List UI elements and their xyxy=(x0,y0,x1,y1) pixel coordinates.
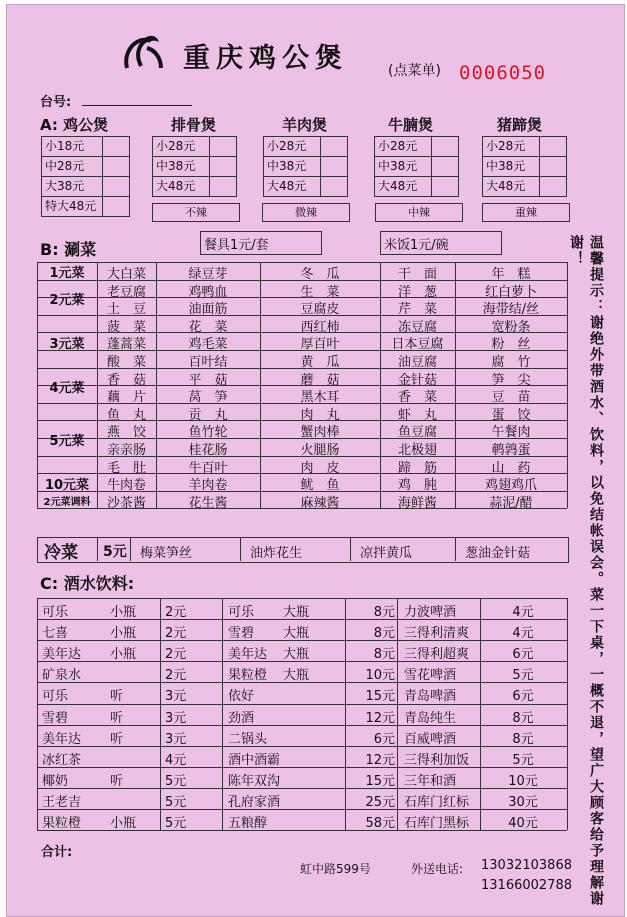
spice-level-option[interactable]: 不辣 xyxy=(152,203,240,222)
vegetable-item[interactable]: 笋 尖 xyxy=(491,373,531,388)
vegetable-item[interactable]: 肉 丸 xyxy=(300,408,340,423)
total-label: 合计: xyxy=(41,845,73,860)
vegetable-item[interactable]: 酸 菜 xyxy=(106,355,146,370)
drink-name[interactable]: 可乐 xyxy=(228,605,255,620)
drink-price: 2元 xyxy=(165,626,187,641)
vegetable-item[interactable]: 莴 笋 xyxy=(188,390,228,405)
tick-box[interactable] xyxy=(431,156,459,177)
vegetable-item[interactable]: 金针菇 xyxy=(397,373,437,388)
grid-line xyxy=(567,598,568,830)
vegetable-item[interactable]: 蘑 菇 xyxy=(300,373,340,388)
grid-line xyxy=(37,598,567,599)
vegetable-item[interactable]: 红白萝卜 xyxy=(484,285,537,300)
drink-name[interactable]: 可乐 xyxy=(42,605,69,620)
size-option[interactable]: 小28元 xyxy=(482,136,540,157)
drink-name[interactable]: 劲酒 xyxy=(228,711,255,726)
drink-name[interactable]: 酒中酒霸 xyxy=(228,753,281,768)
vegetable-item[interactable]: 蓬蒿菜 xyxy=(106,337,146,352)
vegetable-item[interactable]: 鸡翅鸡爪 xyxy=(484,478,537,493)
drink-price: 2元 xyxy=(165,605,187,620)
vegetable-item[interactable]: 粉 丝 xyxy=(491,337,531,352)
tableware-label: 餐具1元/套 xyxy=(204,238,269,253)
size-option[interactable]: 小28元 xyxy=(263,136,321,157)
vegetable-item[interactable]: 鱼 丸 xyxy=(106,408,146,423)
drink-price: 40元 xyxy=(508,816,538,831)
drink-name[interactable]: 椰奶 xyxy=(42,774,69,789)
vegetable-item[interactable]: 绿豆芽 xyxy=(188,267,228,282)
drink-size: 大瓶 xyxy=(283,605,310,620)
size-option[interactable]: 中28元 xyxy=(41,156,103,177)
tick-box[interactable] xyxy=(102,156,130,177)
grid-line xyxy=(350,537,351,561)
vegetable-item[interactable]: 蟹肉棒 xyxy=(300,425,340,440)
drink-price: 6元 xyxy=(512,689,534,704)
drink-price: 4元 xyxy=(512,605,534,620)
price-group-label: 10元菜 xyxy=(44,478,90,493)
tick-box[interactable] xyxy=(431,136,459,157)
spice-level-option[interactable]: 中辣 xyxy=(375,203,463,222)
vegetable-item[interactable]: 贡 丸 xyxy=(188,408,228,423)
drink-name[interactable]: 美年达 xyxy=(42,732,82,747)
logo-icon xyxy=(121,34,167,70)
drink-name[interactable]: 果粒橙 xyxy=(228,668,268,683)
drink-price: 30元 xyxy=(508,795,538,810)
drink-name[interactable]: 力波啤酒 xyxy=(404,605,457,620)
grid-line xyxy=(160,598,161,830)
section-b-title: B: 涮菜 xyxy=(40,240,97,259)
side-notice: 温馨提示：谢绝外带酒水、饮料，以免结帐误会。菜一下桌，一概不退，望广大顾客给予理解谢谢！ xyxy=(568,235,604,907)
price-group-label: 4元菜 xyxy=(49,381,85,396)
vegetable-item[interactable]: 芹 菜 xyxy=(397,302,437,317)
phone-number: 13032103868 xyxy=(481,858,572,873)
cold-dish-label: 冷菜 xyxy=(44,543,78,563)
section-a-title: A: 鸡公煲 xyxy=(40,116,109,134)
vegetable-item[interactable]: 蹄 筋 xyxy=(397,461,437,476)
size-option[interactable]: 中38元 xyxy=(152,156,210,177)
restaurant-title: 重庆鸡公煲 xyxy=(183,43,348,74)
tick-box[interactable] xyxy=(320,176,348,197)
vegetable-item[interactable]: 麻辣酱 xyxy=(300,496,340,511)
drink-name[interactable]: 陈年双沟 xyxy=(228,774,281,789)
vegetable-item[interactable]: 桂花肠 xyxy=(188,443,228,458)
drink-price: 2元 xyxy=(165,668,187,683)
vegetable-item[interactable]: 鱼竹轮 xyxy=(188,425,228,440)
drink-price: 8元 xyxy=(512,732,534,747)
drink-name[interactable]: 青岛啤酒 xyxy=(404,689,457,704)
drink-price: 4元 xyxy=(165,753,187,768)
grid-line xyxy=(240,537,241,561)
vegetable-item[interactable]: 日本豆腐 xyxy=(391,337,444,352)
vegetable-item[interactable]: 蒜泥/醋 xyxy=(489,496,533,511)
drink-name[interactable]: 王老吉 xyxy=(42,795,82,810)
vegetable-item[interactable]: 大白菜 xyxy=(106,267,146,282)
vegetable-item[interactable]: 黑木耳 xyxy=(300,390,340,405)
drink-price: 12元 xyxy=(365,711,395,726)
price-group-label: 3元菜 xyxy=(49,337,85,352)
drink-size: 小瓶 xyxy=(110,647,137,662)
drink-price: 5元 xyxy=(165,774,187,789)
vegetable-item[interactable]: 冻豆腐 xyxy=(397,320,437,335)
spice-level-option[interactable]: 重辣 xyxy=(482,203,570,222)
cold-dish-item[interactable]: 葱油金针菇 xyxy=(465,546,531,561)
vegetable-item[interactable]: 虾 丸 xyxy=(397,408,437,423)
drink-size: 小瓶 xyxy=(110,816,137,831)
tick-box[interactable] xyxy=(320,156,348,177)
price-group-label: 2元菜调料 xyxy=(43,497,91,508)
drink-price: 2元 xyxy=(165,647,187,662)
tick-box[interactable] xyxy=(431,176,459,197)
tick-box[interactable] xyxy=(102,196,130,217)
vegetable-item[interactable]: 藕 片 xyxy=(106,390,146,405)
cold-dish-item[interactable]: 梅菜笋丝 xyxy=(140,546,193,561)
grid-line xyxy=(37,704,567,705)
drink-price: 10元 xyxy=(365,668,395,683)
vegetable-item[interactable]: 燕 饺 xyxy=(106,425,146,440)
cold-dish-price: 5元 xyxy=(103,544,127,560)
price-group-label: 1元菜 xyxy=(49,266,85,281)
drink-name[interactable]: 三年和酒 xyxy=(404,774,457,789)
pot-name: 猪蹄煲 xyxy=(497,116,543,134)
vegetable-item[interactable]: 香 菇 xyxy=(106,373,146,388)
vegetable-item[interactable]: 冬 瓜 xyxy=(300,267,340,282)
tick-box[interactable] xyxy=(539,156,567,177)
size-option[interactable]: 大48元 xyxy=(263,176,321,197)
vegetable-item[interactable]: 午餐肉 xyxy=(491,425,531,440)
pot-name: 羊肉煲 xyxy=(282,116,328,134)
drink-size: 大瓶 xyxy=(283,626,310,641)
drink-size: 听 xyxy=(110,774,124,789)
drink-name[interactable]: 二锅头 xyxy=(228,732,268,747)
rice-label: 米饭1元/碗 xyxy=(384,238,449,253)
vegetable-item[interactable]: 油面筋 xyxy=(188,302,228,317)
vegetable-item[interactable]: 干 面 xyxy=(397,267,437,282)
grid-line xyxy=(37,598,38,830)
grid-line xyxy=(345,598,346,830)
phone-number: 13166002788 xyxy=(481,878,572,893)
vegetable-item[interactable]: 油豆腐 xyxy=(397,355,437,370)
vegetable-item[interactable]: 生 菜 xyxy=(300,285,340,300)
tick-box[interactable] xyxy=(539,136,567,157)
drink-size: 小瓶 xyxy=(110,626,137,641)
drink-price: 3元 xyxy=(165,711,187,726)
vegetable-item[interactable]: 西红柿 xyxy=(300,320,340,335)
vegetable-item[interactable]: 海鲜酱 xyxy=(397,496,437,511)
drink-name[interactable]: 三得利加饭 xyxy=(404,753,470,768)
section-c-title: C: 酒水饮料: xyxy=(40,574,135,593)
tick-box[interactable] xyxy=(209,156,237,177)
drink-name[interactable]: 石库门黑标 xyxy=(404,816,470,831)
drink-name[interactable]: 青岛纯生 xyxy=(404,711,457,726)
drink-name[interactable]: 百威啤酒 xyxy=(404,732,457,747)
grid-line xyxy=(397,598,398,830)
drink-price: 5元 xyxy=(165,816,187,831)
tick-box[interactable] xyxy=(209,136,237,157)
vegetable-item[interactable]: 鱼豆腐 xyxy=(397,425,437,440)
tick-box[interactable] xyxy=(102,136,130,157)
vegetable-item[interactable]: 毛 肚 xyxy=(106,461,146,476)
drink-name[interactable]: 美年达 xyxy=(42,647,82,662)
drink-name[interactable]: 三得利清爽 xyxy=(404,626,470,641)
drink-price: 12元 xyxy=(365,753,395,768)
drink-name[interactable]: 雪花啤酒 xyxy=(404,668,457,683)
pot-name: 排骨煲 xyxy=(171,116,217,134)
drink-price: 4元 xyxy=(512,626,534,641)
delivery-label: 外送电话: xyxy=(411,862,464,876)
drink-price: 5元 xyxy=(165,795,187,810)
tick-box[interactable] xyxy=(209,176,237,197)
vegetable-item[interactable]: 鸡 肫 xyxy=(397,478,437,493)
drink-size: 小瓶 xyxy=(110,605,137,620)
vegetable-item[interactable]: 黄 瓜 xyxy=(300,355,340,370)
size-option[interactable]: 大48元 xyxy=(374,176,432,197)
vegetable-item[interactable]: 北极翅 xyxy=(397,443,437,458)
size-option[interactable]: 中38元 xyxy=(374,156,432,177)
vegetable-item[interactable]: 火腿肠 xyxy=(300,443,340,458)
serial-number: 0006050 xyxy=(459,62,547,84)
size-option[interactable]: 小28元 xyxy=(152,136,210,157)
drink-price: 5元 xyxy=(512,668,534,683)
vegetable-item[interactable]: 牛百叶 xyxy=(188,461,228,476)
vegetable-item[interactable]: 洋 葱 xyxy=(397,285,437,300)
drink-price: 8元 xyxy=(512,711,534,726)
address: 虹中路599号 xyxy=(300,862,371,876)
drink-name[interactable]: 七喜 xyxy=(42,626,69,641)
vegetable-item[interactable]: 沙茶酱 xyxy=(106,496,146,511)
vegetable-item[interactable]: 年 糕 xyxy=(491,267,531,282)
vegetable-item[interactable]: 平 菇 xyxy=(188,373,228,388)
vegetable-item[interactable]: 鸡鸭血 xyxy=(188,285,228,300)
vegetable-item[interactable]: 菠 菜 xyxy=(106,320,146,335)
drink-name[interactable]: 果粒橙 xyxy=(42,816,82,831)
size-option[interactable]: 大38元 xyxy=(41,176,103,197)
tick-box[interactable] xyxy=(102,176,130,197)
table-number-label: 台号: xyxy=(40,95,72,110)
vegetable-item[interactable]: 羊肉卷 xyxy=(188,478,228,493)
drink-size: 听 xyxy=(110,689,124,704)
order-sheet-label: (点菜单) xyxy=(388,63,441,79)
size-option[interactable]: 大48元 xyxy=(152,176,210,197)
vegetable-item[interactable]: 牛肉卷 xyxy=(106,478,146,493)
vegetable-item[interactable]: 香 菜 xyxy=(397,390,437,405)
size-option[interactable]: 中38元 xyxy=(263,156,321,177)
vegetable-item[interactable]: 厚百叶 xyxy=(300,337,340,352)
grid-line xyxy=(567,262,568,508)
tick-box[interactable] xyxy=(539,176,567,197)
vegetable-item[interactable]: 山 药 xyxy=(491,461,531,476)
size-option[interactable]: 小28元 xyxy=(374,136,432,157)
vegetable-item[interactable]: 鸡毛菜 xyxy=(188,337,228,352)
vegetable-item[interactable]: 老豆腐 xyxy=(106,285,146,300)
tick-box[interactable] xyxy=(320,136,348,157)
vegetable-item[interactable]: 豆腐皮 xyxy=(300,302,340,317)
grid-line xyxy=(455,537,456,561)
drink-name[interactable]: 矿泉水 xyxy=(42,668,82,683)
drink-price: 6元 xyxy=(512,647,534,662)
vegetable-item[interactable]: 百叶结 xyxy=(188,355,228,370)
vegetable-item[interactable]: 鹌鹑蛋 xyxy=(491,443,531,458)
price-group-label: 5元菜 xyxy=(49,434,85,449)
vegetable-item[interactable]: 豆 苗 xyxy=(491,390,531,405)
drink-price: 6元 xyxy=(373,732,395,747)
drink-price: 58元 xyxy=(365,816,395,831)
drink-price: 3元 xyxy=(165,732,187,747)
drink-name[interactable]: 美年达 xyxy=(228,647,268,662)
vegetable-item[interactable]: 肉 皮 xyxy=(300,461,340,476)
drink-price: 3元 xyxy=(165,689,187,704)
drink-size: 大瓶 xyxy=(283,668,310,683)
drink-price: 8元 xyxy=(373,605,395,620)
grid-line xyxy=(222,598,223,830)
drink-price: 8元 xyxy=(373,626,395,641)
vegetable-item[interactable]: 花生酱 xyxy=(188,496,228,511)
drink-size: 听 xyxy=(110,711,124,726)
vegetable-item[interactable]: 土 豆 xyxy=(106,302,146,317)
drink-name[interactable]: 雪碧 xyxy=(42,711,69,726)
drink-name[interactable]: 依好 xyxy=(228,689,255,704)
pot-name: 牛腩煲 xyxy=(388,116,434,134)
table-number-field[interactable] xyxy=(82,105,192,106)
drink-price: 10元 xyxy=(508,774,538,789)
vegetable-item[interactable]: 花 菜 xyxy=(188,320,228,335)
drink-name[interactable]: 三得利超爽 xyxy=(404,647,470,662)
drink-size: 听 xyxy=(110,732,124,747)
drink-name[interactable]: 冰红茶 xyxy=(42,753,82,768)
drink-name[interactable]: 可乐 xyxy=(42,689,69,704)
drink-name[interactable]: 石库门红标 xyxy=(404,795,470,810)
vegetable-item[interactable]: 鱿 鱼 xyxy=(300,478,340,493)
size-option[interactable]: 中38元 xyxy=(482,156,540,177)
vegetable-item[interactable]: 宽粉条 xyxy=(491,320,531,335)
drink-price: 8元 xyxy=(373,647,395,662)
drink-size: 大瓶 xyxy=(283,647,310,662)
vegetable-item[interactable]: 腐 竹 xyxy=(491,355,531,370)
drink-name[interactable]: 五粮醇 xyxy=(228,816,268,831)
size-option[interactable]: 大48元 xyxy=(482,176,540,197)
size-option[interactable]: 特大48元 xyxy=(41,196,103,217)
drink-price: 15元 xyxy=(365,774,395,789)
drink-price: 15元 xyxy=(365,689,395,704)
cold-dish-item[interactable]: 油炸花生 xyxy=(250,546,303,561)
spice-level-option[interactable]: 微辣 xyxy=(262,203,350,222)
price-group-label: 2元菜 xyxy=(49,293,85,308)
drink-name[interactable]: 雪碧 xyxy=(228,626,255,641)
drink-price: 5元 xyxy=(512,753,534,768)
drink-name[interactable]: 孔府家酒 xyxy=(228,795,281,810)
grid-line xyxy=(480,598,481,830)
size-option[interactable]: 小18元 xyxy=(41,136,103,157)
vegetable-item[interactable]: 蛋 饺 xyxy=(491,408,531,423)
cold-dish-item[interactable]: 凉拌黄瓜 xyxy=(360,546,413,561)
vegetable-item[interactable]: 海带结/丝 xyxy=(482,302,540,317)
vegetable-item[interactable]: 亲亲肠 xyxy=(106,443,146,458)
drink-price: 25元 xyxy=(365,795,395,810)
